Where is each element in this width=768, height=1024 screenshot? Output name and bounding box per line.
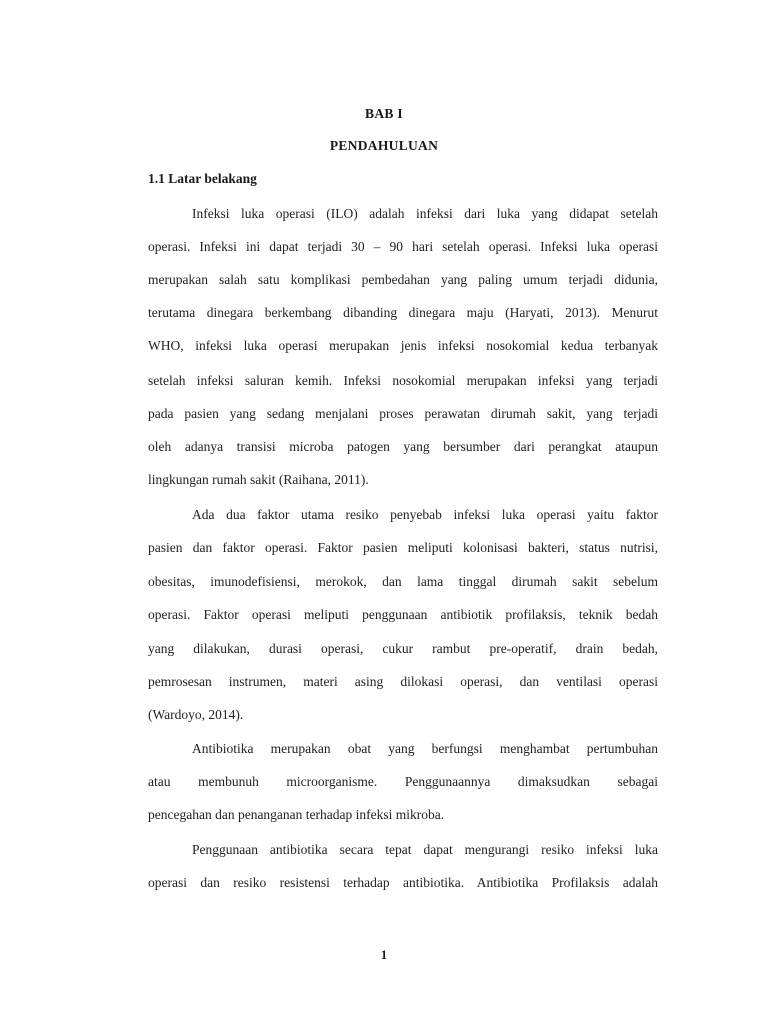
- paragraph-line: pada pasien yang sedang menjalani proses perawatan dirumah sakit, yang terjadi: [148, 406, 658, 421]
- chapter-number: BAB I: [365, 106, 403, 121]
- paragraph-line: operasi dan resiko resistensi terhadap antibiotika. Antibiotika Profilaksis adalah: [148, 875, 658, 890]
- paragraph-line: operasi. Faktor operasi meliputi penggunaan antibiotik profilaksis, teknik bedah: [148, 607, 658, 622]
- paragraph-line: atau membunuh microorganisme. Penggunaannya dimaksudkan sebagai: [148, 774, 658, 789]
- paragraph-line: setelah infeksi saluran kemih. Infeksi nosokomial merupakan infeksi yang terjadi: [148, 373, 658, 388]
- paragraph-line: terutama dinegara berkembang dibanding dinegara maju (Haryati, 2013). Menurut: [148, 305, 658, 320]
- chapter-title: PENDAHULUAN: [329, 138, 439, 153]
- paragraph-line: Penggunaan antibiotika secara tepat dapat mengurangi resiko infeksi luka: [192, 842, 658, 857]
- paragraph-line: lingkungan rumah sakit (Raihana, 2011).: [148, 472, 369, 487]
- section-heading: 1.1 Latar belakang: [148, 171, 257, 186]
- paragraph-line: Antibiotika merupakan obat yang berfungsi menghambat pertumbuhan: [192, 741, 658, 756]
- paragraph-line: WHO, infeksi luka operasi merupakan jenis infeksi nosokomial kedua terbanyak: [148, 338, 658, 353]
- paragraph-line: Infeksi luka operasi (ILO) adalah infeksi dari luka yang didapat setelah: [192, 206, 658, 221]
- paragraph-line: Ada dua faktor utama resiko penyebab infeksi luka operasi yaitu faktor: [192, 507, 658, 522]
- paragraph-line: pasien dan faktor operasi. Faktor pasien meliputi kolonisasi bakteri, status nutrisi,: [148, 540, 658, 555]
- paragraph-line: obesitas, imunodefisiensi, merokok, dan lama tinggal dirumah sakit sebelum: [148, 574, 658, 589]
- paragraph-line: yang dilakukan, durasi operasi, cukur rambut pre-operatif, drain bedah,: [148, 641, 658, 656]
- paragraph-line: pemrosesan instrumen, materi asing dilokasi operasi, dan ventilasi operasi: [148, 674, 658, 689]
- page-number: 1: [380, 948, 388, 962]
- paragraph-line: merupakan salah satu komplikasi pembedahan yang paling umum terjadi didunia,: [148, 272, 658, 287]
- paragraph-line: oleh adanya transisi microba patogen yang bersumber dari perangkat ataupun: [148, 439, 658, 454]
- paragraph-line: operasi. Infeksi ini dapat terjadi 30 – 90 hari setelah operasi. Infeksi luka operasi: [148, 239, 658, 254]
- paragraph-line: pencegahan dan penanganan terhadap infeksi mikroba.: [148, 807, 445, 822]
- paragraph-line: (Wardoyo, 2014).: [148, 707, 244, 722]
